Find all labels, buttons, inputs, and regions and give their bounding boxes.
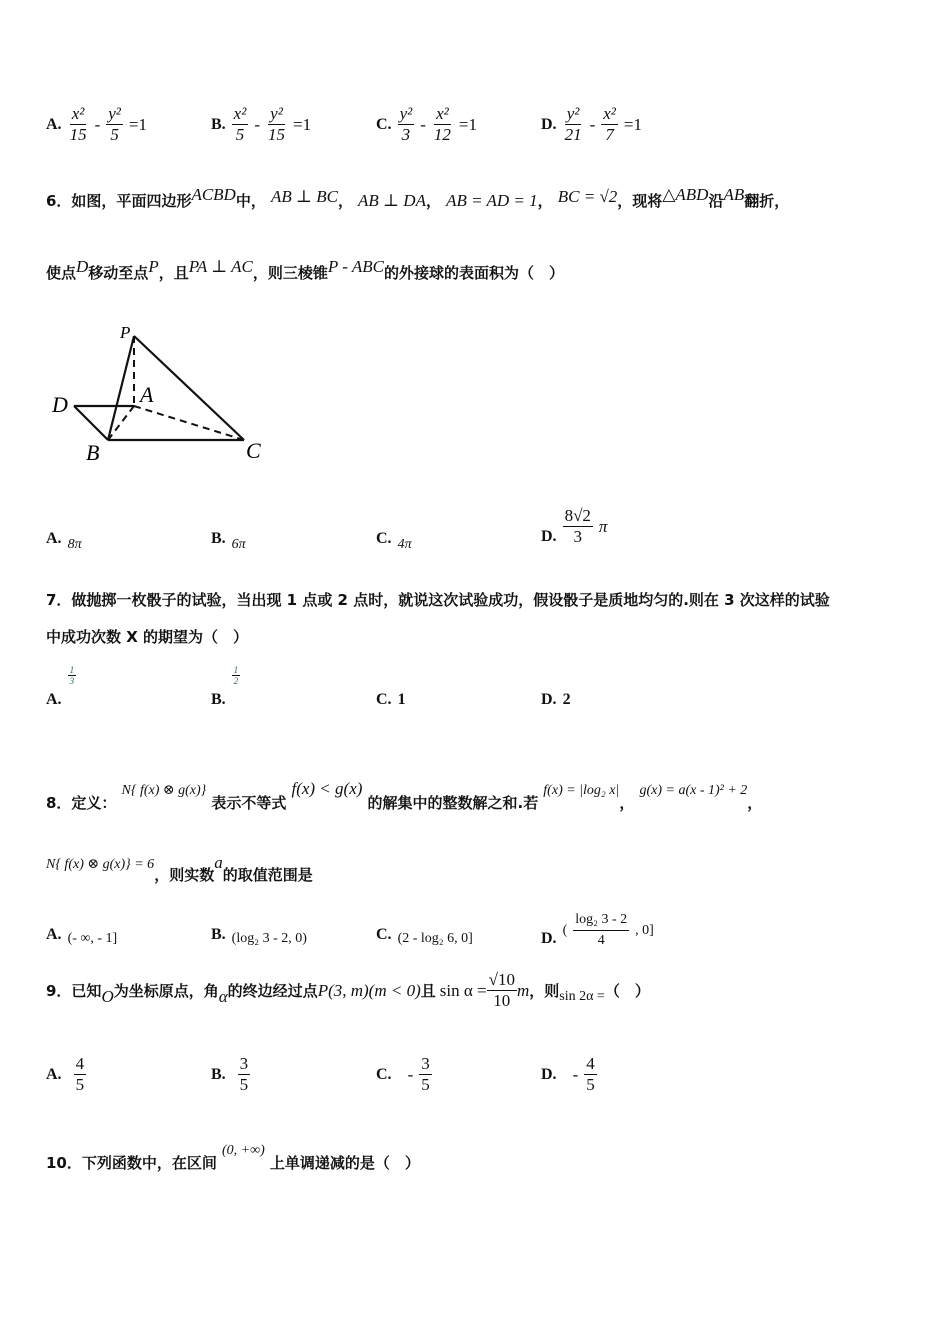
- q5-option-d[interactable]: D. $\frac{\text{y²}}{21}$ - $\frac{\text{x²}}{7}$ =1: [541, 104, 642, 144]
- q8-line-1: 8．定义： N{ f(x) ⊗ g(x)} 表示不等式 f(x) < g(x) 的解集中的整数解之和.若 f(x) = |log₂ x|， g(x) = a(x - 1)² + 2，: [46, 779, 763, 812]
- q5-option-b[interactable]: B. $\frac{\text{x²}}{5}$ - $\frac{\text{y²}}{15}$ =1: [211, 104, 312, 144]
- q6-figure: [48, 318, 278, 468]
- q8-option-d[interactable]: D. ( $\frac{\text{log₂ 3 - 2}}{4}$ , 0]: [541, 912, 654, 948]
- q7-line-2: 中成功次数 X 的期望为（ ）: [46, 628, 249, 646]
- q7-option-c[interactable]: C. 1: [376, 691, 406, 708]
- q8-line-2: N{ f(x) ⊗ g(x)} = 6，则实数a的取值范围是: [46, 853, 313, 884]
- edge-db: [74, 406, 108, 440]
- q7-option-a[interactable]: A. $\frac{1}{3}$: [46, 665, 75, 708]
- q9-option-b[interactable]: B. $\frac{3}{5}$: [211, 1054, 249, 1094]
- q9-option-c[interactable]: C. - $\frac{3}{5}$: [376, 1054, 430, 1094]
- vertex-b: B: [86, 440, 100, 465]
- q6-option-d[interactable]: D. $\frac{8√2}{3}$ π: [541, 506, 608, 546]
- q7-option-b[interactable]: B. $\frac{1}{2}$: [211, 665, 239, 708]
- q8-option-b[interactable]: B. (log₂ 3 - 2, 0): [211, 926, 307, 946]
- q5-option-a[interactable]: A. $\frac{\text{x²}}{15}$ - $\frac{\text{y²}}{5}$ =1: [46, 104, 147, 144]
- q6-option-b[interactable]: B. 6π: [211, 530, 246, 552]
- option-label: A.: [46, 115, 62, 133]
- q6-option-a[interactable]: A. 8π: [46, 530, 82, 552]
- vertex-a: A: [140, 382, 154, 407]
- vertex-d: D: [52, 392, 68, 417]
- q7-option-d[interactable]: D. 2: [541, 691, 571, 708]
- q8-option-c[interactable]: C. (2 - log₂ 6, 0]: [376, 926, 473, 946]
- q9-stem: 9．已知 O 为坐标原点，角 α 的终边经过点 P(3, m)(m < 0) 且 sin α = $\frac{√10}{10}$ m ，则 sin 2α = （ ）: [46, 970, 650, 1010]
- q9-option-d[interactable]: D. - $\frac{4}{5}$: [541, 1054, 595, 1094]
- q8-option-a[interactable]: A. (- ∞, - 1]: [46, 926, 118, 946]
- q5-option-c[interactable]: C. $\frac{\text{y²}}{3}$ - $\frac{\text{x²}}{12}$ =1: [376, 104, 477, 144]
- q6-line-2: 使点D移动至点P，且PA ⊥ AC，则三棱锥P - ABC的外接球的表面积为（ ）: [46, 257, 564, 282]
- q7-line-1: 7．做抛掷一枚骰子的试验，当出现 1 点或 2 点时，就说这次试验成功，假设骰子是质地均匀的.则在 3 次这样的试验: [46, 591, 830, 609]
- q6-option-c[interactable]: C. 4π: [376, 530, 412, 552]
- vertex-c: C: [246, 438, 261, 463]
- q10-stem: 10．下列函数中，在区间 (0, +∞) 上单调递减的是（ ）: [46, 1143, 420, 1172]
- vertex-p: P: [120, 323, 131, 342]
- q6-line-1: 6．如图，平面四边形ACBD中， AB ⊥ BC， AB ⊥ DA， AB = AD = 1， BC = √2，现将△ABD沿AB翻折，: [46, 185, 790, 210]
- q9-option-a[interactable]: A. $\frac{4}{5}$: [46, 1054, 85, 1094]
- edge-pb: [108, 336, 134, 440]
